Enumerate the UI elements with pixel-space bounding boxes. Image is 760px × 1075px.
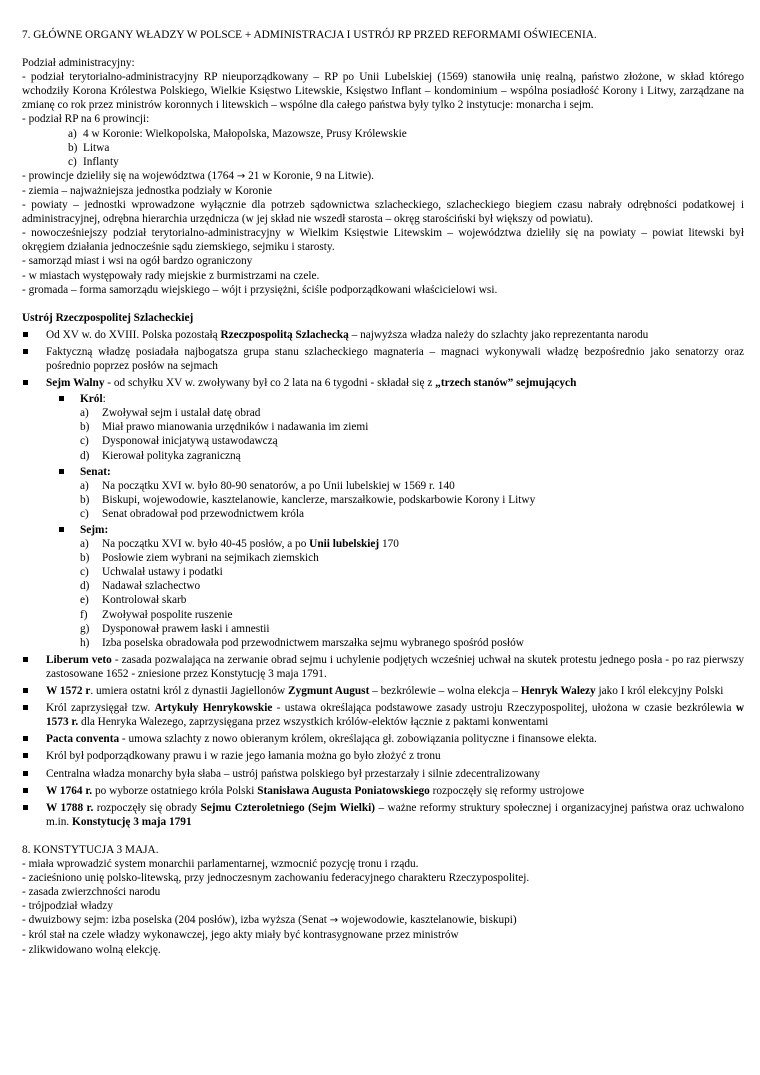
text-part: . umiera ostatni król z dynastii Jagiellonów [90,685,289,698]
text-part: rozpoczęły się obrady [93,801,201,814]
item-text: Kontrolował skarb [102,594,187,607]
item-text: Miał prawo mianowania urzędników i nadawania im ziemi [102,421,369,434]
item-text [102,537,744,551]
ustroj-heading [22,311,744,325]
bullet-square-icon [22,684,46,698]
bullet-item [22,701,744,729]
item-text: Dysponował prawem łaski i amnestii [102,622,270,635]
item-label: b) [68,141,78,154]
list-item [80,579,744,593]
item-text: Litwa [83,141,110,154]
admin-paragraph-8: - w miastach występowały rady miejskie z burmistrzami na czele. [22,269,320,282]
item-label: e) [80,594,89,607]
admin-paragraph-7: - samorząd miast i wsi na ogół bardzo ograniczony [22,255,253,268]
item-label: a) [68,127,77,140]
bullet-item [22,749,744,763]
admin-paragraph-1: - podział terytorialno-administracyjny RP nieuporządkowany – RP po Unii Lubelskiej (1569) stanowiła unię realną, państwo złożone, w skład którego wchodziły Korona Królestwa Polskiego, Wielkie Księstwo Litewskie, Księstwo Inflant – kondominium – wspólna posiadłość Korony i Litwy, zarządzane na zmianę co rok przez ministrów koronnych i litewskich – wspólne dla całego państwa były tylko 2 instytucje: monarcha i sejm. [22,71,744,112]
item-label: d) [80,580,90,593]
bullet-square-icon [56,392,80,406]
list-item [80,493,744,507]
text-part: - dwuizbowy sejm: izba poselska (204 posłów), izba wyższa (Senat [22,914,327,927]
list-item [68,127,744,141]
bullet-square-icon [22,767,46,781]
text-bold: Rzeczpospolitą Szlachecką [220,328,349,341]
bullet-text [46,328,744,342]
bullet-square-icon [22,328,46,342]
text-bold: Zygmunt August [288,685,370,698]
item-label: b) [80,421,90,434]
admin-paragraph-6: - nowocześniejszy podział terytorialno-administracyjny w Wielkim Księstwie Litewskim – województwa dzieliły się na powiaty – powiat litewski był okręgiem działania jednocześnie sądu ziemskiego, sejmiku i starosty. [22,227,744,254]
item-label: c) [80,435,89,448]
text-bold: Sejmu Czteroletniego (Sejm Wielki) [200,801,376,814]
bullet-square-icon [22,653,46,667]
item-text: Uchwalał ustawy i podatki [102,566,223,579]
section8-line-6: - król stał na czele władzy wykonawczej, jego akty miały być kontrasygnowane przez ministrów [22,929,459,942]
bullet-text [46,801,744,829]
list-item [80,449,744,463]
list-item [68,155,744,169]
bullet-text [46,653,744,681]
bullet-text: Faktyczną władzę posiadała najbogatsza grupa stanu szlacheckiego magnateria – magnaci wykonywali władzę bezpośrednio jako senatorzy oraz pośrednio poprzez posłów na sejmach [46,345,744,372]
item-label: a) [80,538,89,551]
bullet-item [22,328,744,342]
section8-line-3: - zasada zwierzchności narodu [22,886,161,899]
item-text: Zwoływał sejm i ustalał datę obrad [102,407,261,420]
text-part: - zasada pozwalająca na zerwanie obrad sejmu i uchylenie podjętych wcześniej uchwał na skutek protestu jednego posła - po raz pierwszy zastosowane 1652 - zniesione przez Konstytucję 3 maja 1791. [46,653,744,680]
provinces-list [22,127,744,169]
bullet-item [22,784,744,798]
section8-line-2: - zacieśniono unię polsko-litewską, przy jednoczesnym zachowaniu federacyjnego charakteru Rzeczypospolitej. [22,872,530,885]
item-text: Zwoływał pospolite ruszenie [102,608,233,621]
item-text: Nadawał szlachectwo [102,580,201,593]
text-part: : [102,393,106,406]
admin-paragraph-5: - powiaty – jednostki wprowadzone wyłącznie dla potrzeb sądownictwa szlacheckiego, szlacheckiego biegiem czasu nabrały odrębności podatkowej i administracyjnej, odrębna hierarchia urzędnicza (w jej skład nie wszedł starosta – okręg starościński był większy od powiatu). [22,199,744,226]
text-part: Na początku XVI w. było 40-45 posłów, a po [102,538,310,551]
bullet-item [22,376,744,390]
bullet-text: Centralna władza monarchy była słaba – ustrój państwa polskiego był przestarzały i silnie zdecentralizowany [46,767,541,780]
item-text: Inflanty [83,155,119,168]
item-label: h) [80,636,90,649]
item-text: Izba poselska obradowała pod przewodnictwem marszałka sejmu wybranego spośród posłów [102,636,524,649]
text-part: jako I król elekcyjny Polski [595,685,724,698]
bullet-text [46,784,744,798]
item-label: c) [68,155,77,168]
item-label: b) [80,552,90,565]
item-label: g) [80,622,90,635]
item-label: d) [80,449,90,462]
text-part: Król zaprzysięgał tzw. [46,702,155,715]
item-label: f) [80,608,88,621]
bullet-square-icon [22,732,46,746]
bullet-text: Król był podporządkowany prawu i w razie jego łamania można go było złożyć z tronu [46,750,441,763]
text-bold: Artykuły Henrykowskie [154,702,273,715]
bullet-square-icon [22,784,46,798]
bullet-square-icon [22,376,46,390]
text-bold: „trzech stanów” sejmujących [435,377,577,390]
admin-paragraph-4: - ziemia – najważniejsza jednostka podziały w Koronie [22,184,273,197]
sejm-list [22,537,744,650]
list-item [80,406,744,420]
list-item [80,507,744,521]
list-item [80,551,744,565]
section8-line-5 [22,913,744,928]
text-part: dla Henryka Walezego, zaprzysięgana przez wszystkich królów-elektów łącznie z paktami konwentami [78,716,549,729]
text-bold: Henryk Walezy [520,685,596,698]
bullet-square-icon [22,701,46,715]
item-text: Na początku XVI w. było 80-90 senatorów, a po Unii lubelskiej w 1569 r. 140 [102,479,455,492]
bullet-item [22,345,744,373]
admin-p3-part-a: - prowincje dzieliły się na województwa (1764 [22,169,235,182]
bullet-square-icon [56,465,80,479]
document-page [22,28,744,957]
section8-line-1: - miała wprowadzić system monarchii parlamentarnej, wzmocnić pozycję tronu i rządu. [22,857,419,870]
item-text: Dysponował inicjatywą ustawodawczą [102,435,278,448]
text-bold: W 1764 r. [46,784,93,797]
text-bold: Król [80,393,103,406]
text-part: Od XV w. do XVIII. Polska pozostałą [46,328,221,341]
list-item [80,537,744,551]
text-part: – najwyższa władza należy do szlachty jako reprezentanta narodu [348,328,649,341]
krol-label [80,392,106,406]
bullet-text [46,732,744,746]
bullet-item [22,801,744,829]
text-bold: Konstytucję 3 maja 1791 [72,815,192,828]
admin-paragraph-9: - gromada – forma samorządu wiejskiego – wójt i przysiężni, ściśle podporządkowani właścicielowi wsi. [22,283,498,296]
bullet-item [22,684,744,698]
section8-line-4: - trójpodział władzy [22,900,113,913]
section8-title: 8. KONSTYTUCJA 3 MAJA. [22,843,159,856]
text-bold: Stanisława Augusta Poniatowskiego [257,784,430,797]
bullet-item [22,653,744,681]
bullet-item [22,767,744,781]
bullet-text [46,376,744,390]
text-part: 170 [379,538,399,551]
text-part: wojewodowie, kasztelanowie, biskupi) [341,914,517,927]
list-item [80,636,744,650]
item-text: Senat obradował pod przewodnictwem króla [102,507,305,520]
text-part: - umowa szlachty z nowo obieranym królem, określająca gł. zobowiązania polityczne i finansowe elekta. [119,733,597,746]
admin-paragraph-2: - podział RP na 6 prowincji: [22,113,150,126]
bullet-square-icon [22,345,46,359]
item-text: 4 w Koronie: Wielkopolska, Małopolska, Mazowsze, Prusy Królewskie [83,127,407,140]
sub-bullet-senat [22,465,744,479]
text-bold: W 1572 r [46,685,91,698]
text-part: rozpoczęły się reformy ustrojowe [429,784,585,797]
text-bold: Pacta conventa [46,733,120,746]
list-item [80,593,744,607]
bullet-square-icon [56,523,80,537]
text-bold: Sejm Walny [46,377,105,390]
admin-heading: Podział administracyjny: [22,57,135,70]
list-item [80,420,744,434]
admin-paragraph-3 [22,169,744,184]
item-label: a) [80,479,89,492]
text-part: - ustawa określająca podstawowe zasady ustroju Rzeczypospolitej, ułożona w czasie bezkrólewia [272,702,736,715]
list-item [80,565,744,579]
ustroj-heading-text: Ustrój Rzeczpospolitej Szlacheckiej [22,311,194,324]
text-bold: Unii lubelskiej [309,538,380,551]
bullet-square-icon [22,749,46,763]
sejm-label: Sejm: [80,524,109,536]
sub-bullet-krol [22,392,744,406]
item-label: c) [80,507,89,520]
text-part: - od schyłku XV w. zwoływany był co 2 lata na 6 tygodni - składał się z [104,377,436,390]
text-bold: w 1573 r. [46,702,744,729]
text-bold: W 1788 r. [46,801,94,814]
text-bold: Liberum veto [46,653,112,666]
item-label: c) [80,566,89,579]
admin-p3-part-b: 21 w Koronie, 9 na Litwie). [248,169,374,182]
list-item [80,479,744,493]
bullet-square-icon [22,801,46,815]
sub-bullet-sejm [22,523,744,537]
bullet-text [46,684,744,698]
bullet-text [46,701,744,729]
senat-label: Senat: [80,465,111,478]
item-text: Posłowie ziem wybrani na sejmikach ziemskich [102,552,319,565]
text-part: – bezkrólewie – wolna elekcja – [369,685,521,698]
right-arrow-icon: → [329,915,339,927]
section8-line-7: - zlikwidowano wolną elekcję. [22,943,161,956]
list-item [80,608,744,622]
senat-list [22,479,744,521]
bullet-item [22,732,744,746]
text-part: – ważne reformy struktury społecznej i organizacyjnej państwa oraz uchwalono m.in. [46,801,744,828]
item-text: Biskupi, wojewodowie, kasztelanowie, kanclerze, marszałkowie, podskarbowie Korony i Litwy [102,493,536,506]
item-label: b) [80,493,90,506]
text-part: po wyborze ostatniego króla Polski [92,784,258,797]
list-item [68,141,744,155]
section7-title: 7. GŁÓWNE ORGANY WŁADZY W POLSCE + ADMINISTRACJA I USTRÓJ RP PRZED REFORMAMI OŚWIECENIA. [22,29,597,41]
list-item [80,622,744,636]
right-arrow-icon: → [236,170,246,182]
list-item [80,434,744,448]
krol-list [22,406,744,462]
item-label: a) [80,407,89,420]
item-text: Kierował polityka zagraniczną [102,449,241,462]
